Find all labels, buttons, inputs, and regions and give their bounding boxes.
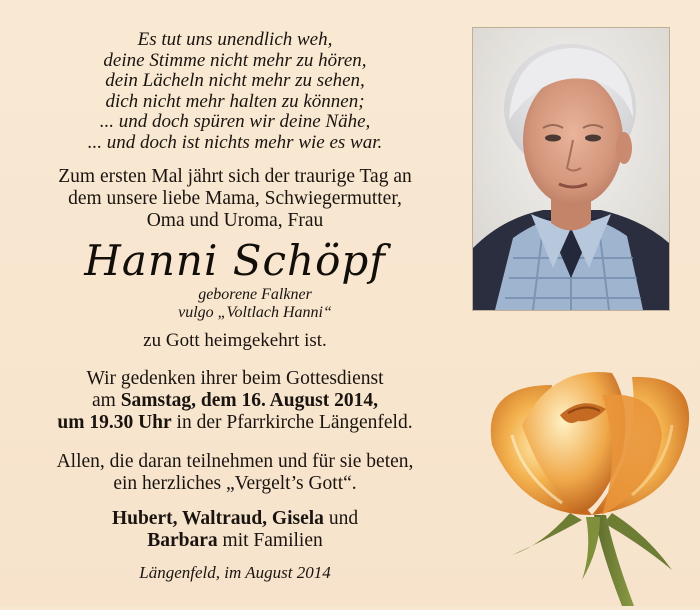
poem-line: dich nicht mehr halten zu können; [105,90,365,112]
poem-line: dein Lächeln nicht mehr zu sehen, [105,70,365,91]
thanks-line: ein herzliches „Vergelt’s Gott“. [113,473,357,494]
poem-line: ... und doch ist nichts mehr wie es war. [87,131,383,153]
service-time: um 19.30 Uhr [57,412,172,433]
poem-line: Es tut uns unendlich weh, [137,29,333,50]
thanks-line: Allen, die daran teilnehmen und für sie beten, [56,451,414,472]
maiden-name-block [20,286,450,322]
thanks-text [20,451,450,495]
portrait-photo [473,28,669,310]
family-signature [20,508,450,552]
intro-line: dem unsere liebe Mama, Schwiegermutter, [68,188,402,209]
intro-text [20,166,450,232]
service-info [20,368,450,434]
service-time-line [20,412,450,434]
maiden-name: geborene Falkner [198,286,312,303]
deceased-name: Hanni Schöpf [84,236,386,285]
family-suffix: mit Familien [217,530,323,551]
family-last: Barbara [147,530,218,551]
rose-flower [482,365,700,606]
poem-line: ... und doch spüren wir deine Nähe, [99,111,371,132]
service-date: Samstag, dem 16. August 2014, [120,390,379,411]
intro-line: Zum ersten Mal jährt sich der traurige Tag an [58,166,412,187]
service-location: in der Pfarrkirche Längenfeld. [171,412,413,433]
family-names: Hubert, Waltraud, Gisela [111,508,324,529]
nickname: vulgo „Voltlach Hanni“ [178,304,332,321]
service-prefix: am [91,390,121,411]
poem-line: deine Stimme nicht mehr zu hören, [103,49,367,71]
family-line [20,530,450,552]
returned-text: zu Gott heimgekehrt ist. [143,330,327,351]
place-date: Längenfeld, im August 2014 [139,563,331,582]
family-line [20,508,450,530]
family-and: und [323,508,359,529]
service-line: Wir gedenken ihrer beim Gottesdienst [86,368,384,389]
poem [20,30,450,153]
service-date-line [20,390,450,412]
intro-line: Oma und Uroma, Frau [146,210,324,231]
